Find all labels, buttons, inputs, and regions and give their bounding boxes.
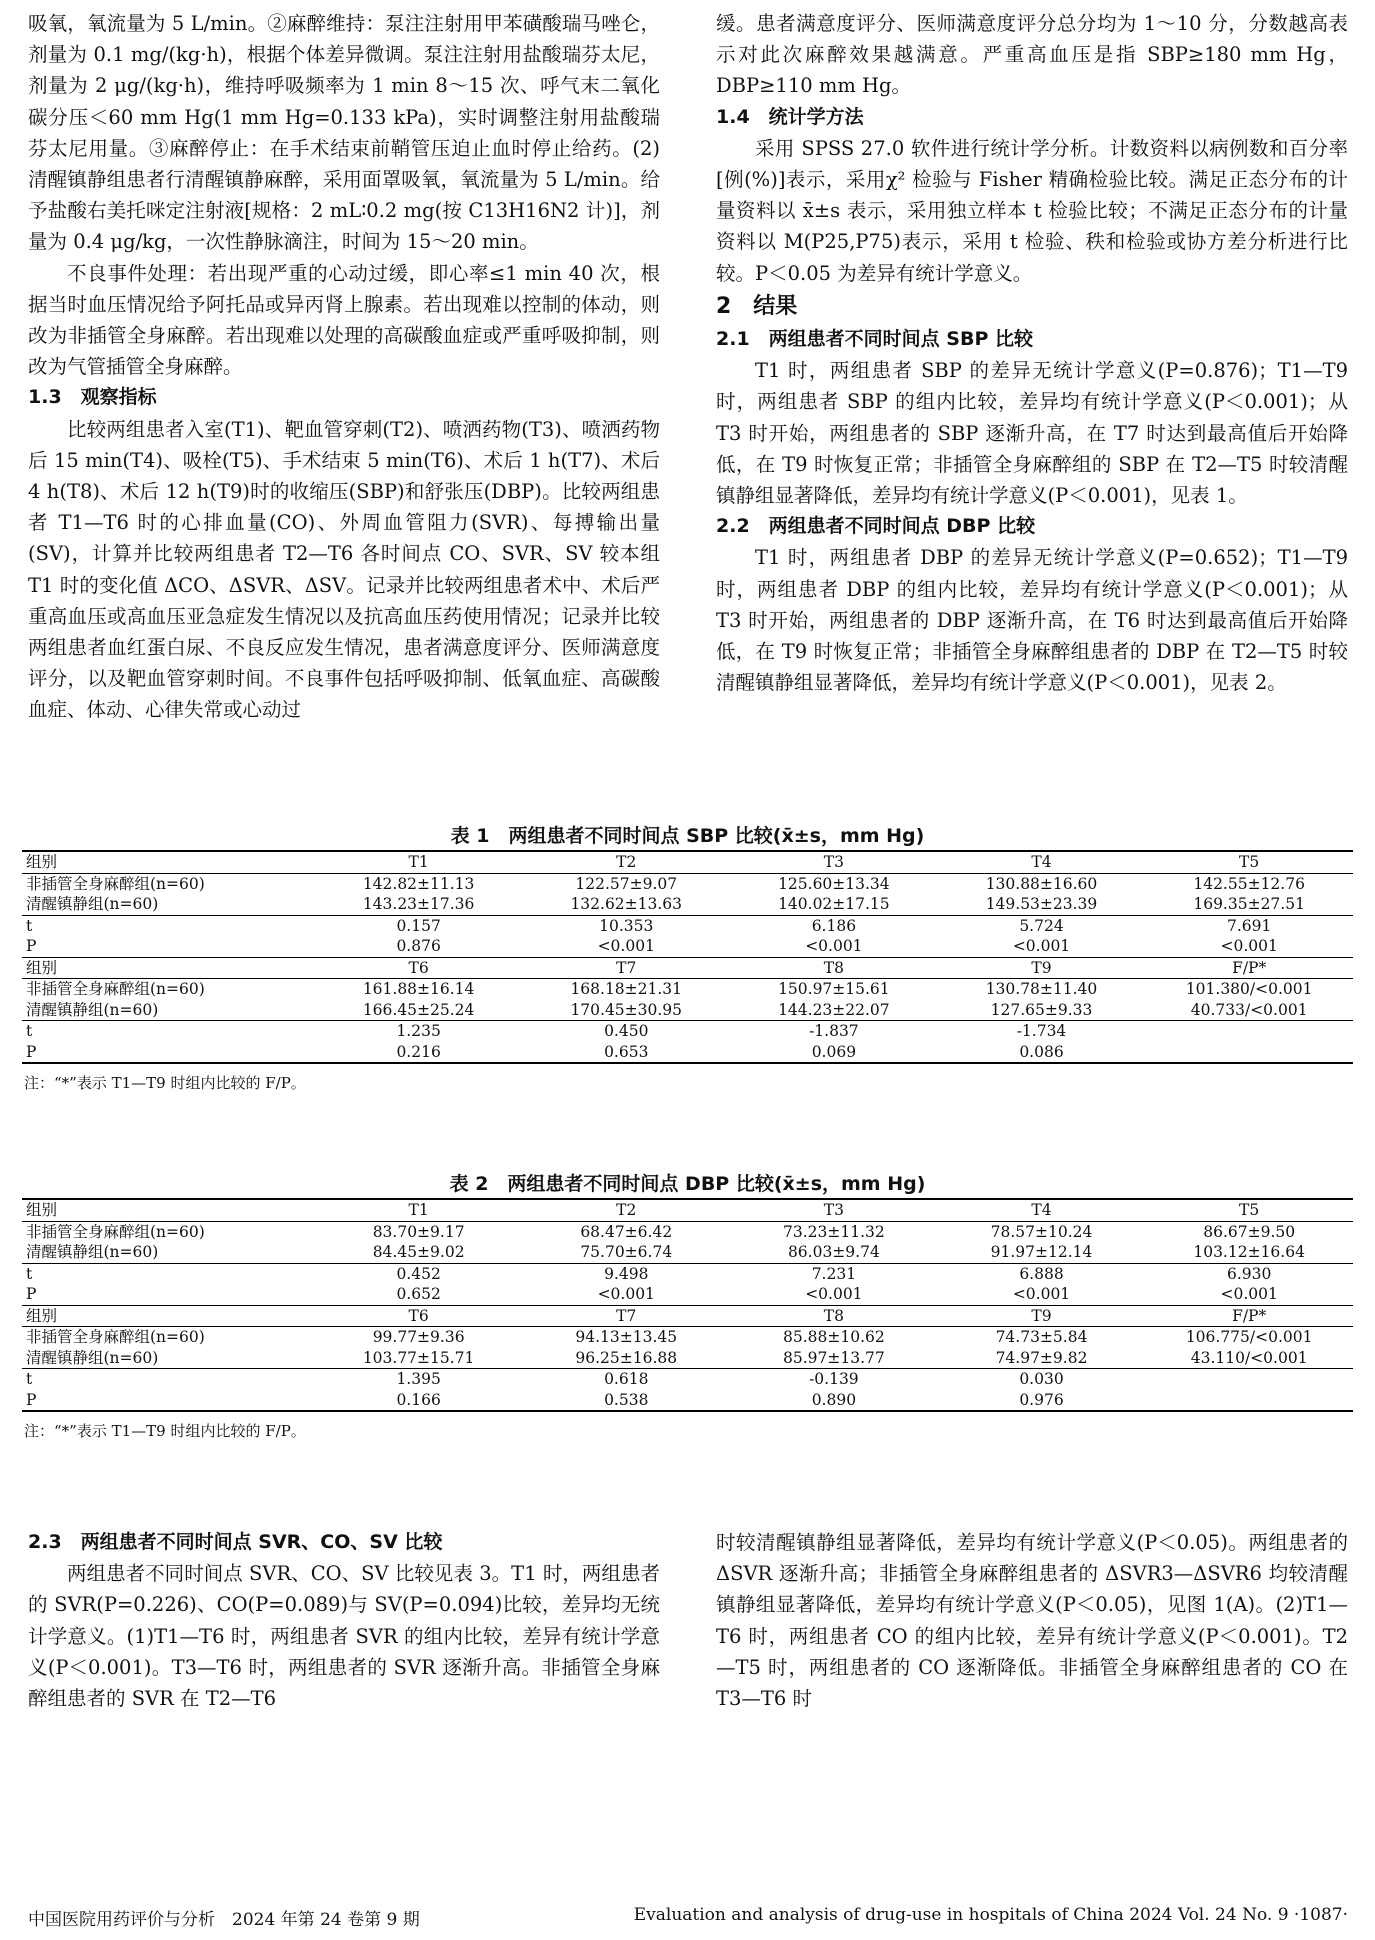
- table-cell: 1.235: [315, 1021, 523, 1042]
- table-row: [22, 936, 1353, 957]
- table-row: [22, 1263, 1353, 1284]
- table-cell: 84.45±9.02: [372, 1243, 465, 1261]
- section-heading: 2.1 两组患者不同时间点 SBP 比较: [716, 328, 1033, 351]
- table-cell: 非插管全身麻醉组(n=60): [22, 979, 315, 1000]
- table-cell: T6: [315, 1305, 523, 1327]
- table-cell: 组别: [22, 957, 315, 979]
- table-cell: 组别: [22, 1305, 315, 1327]
- table-cell: 103.77±15.71: [362, 1348, 475, 1367]
- table-cell: <0.001: [1220, 937, 1278, 955]
- table-cell: T2: [522, 851, 730, 873]
- table-cell: 0.538: [522, 1390, 730, 1412]
- section-heading: 1.3 观察指标: [28, 386, 157, 409]
- paragraph: 吸氧，氧流量为 5 L/min。②麻醉维持：泵注注射用甲苯磺酸瑞马唑仑，剂量为 0.1 mg/(kg·h)，根据个体差异微调。泵注注射用盐酸瑞芬太尼，剂量为 2 μg/(kg·h)，维持呼吸频率为 1 min 8～15 次、呼气末二氧化碳分压＜60 mm Hg(1 mm Hg=0.133 kPa)，实时调整注射用盐酸瑞芬太尼用量。③麻醉停止：在手术结束前鞘管压迫止血时停止给药。(2)清醒镇静组患者行清醒镇静麻醉，采用面罩吸氧，氧流量为 5 L/min。给予盐酸右美托咪定注射液[规格：2 mL∶0.2 mg(按 C13H16N2 计)]，剂量为 0.4 μg/kg，一次性静脉滴注，时间为 15～20 min。: [28, 12, 660, 254]
- paragraph: 不良事件处理：若出现严重的心动过缓，即心率≤1 min 40 次，根据当时血压情况给予阿托品或异丙肾上腺素。若出现难以控制的体动，则改为非插管全身麻醉。若出现难以处理的高碳酸血症或严重呼吸抑制，则改为气管插管全身麻醉。: [28, 261, 660, 379]
- table-cell: P: [26, 937, 37, 955]
- table-cell: 170.45±30.95: [570, 1000, 683, 1019]
- table-cell: P: [22, 1390, 315, 1412]
- table-cell: 非插管全身麻醉组(n=60): [22, 1327, 315, 1348]
- table-cell: 9.498: [522, 1263, 730, 1284]
- table-cell: 94.13±13.45: [522, 1327, 730, 1348]
- paragraph: T1 时，两组患者 DBP 的差异无统计学意义(P=0.652)；T1—T9 时，两组患者 DBP 的组内比较，差异均有统计学意义(P＜0.001)；从 T3 时开始，两组患者的 DBP 逐渐升高，在 T6 时达到最高值后开始降低，在 T9 时恢复正常；非插管全身麻醉组患者的 DBP 在 T2—T5 时较清醒镇静组显著降低，差异均有统计学意义(P＜0.001)，见表 2。: [716, 546, 1348, 695]
- table-cell: 43.110/<0.001: [1190, 1348, 1308, 1367]
- left-column: [28, 8, 660, 726]
- table-cell: 组别: [22, 1199, 315, 1221]
- table-cell: 106.775/<0.001: [1145, 1327, 1353, 1348]
- table-cell: T4: [938, 851, 1146, 873]
- paragraph: T1 时，两组患者 SBP 的差异无统计学意义(P=0.876)；T1—T9 时，两组患者 SBP 的组内比较，差异均有统计学意义(P＜0.001)；从 T3 时开始，两组患者的 SBP 逐渐升高，在 T7 时达到最高值后开始降低，在 T9 时恢复正常；非插管全身麻醉组的 SBP 在 T2—T5 时较清醒镇静组显著降低，差异均有统计学意义(P＜0.001)，见表 1。: [716, 359, 1348, 508]
- journal-name-cn: 中国医院用药评价与分析 2024 年第 24 卷第 9 期: [28, 1910, 420, 1930]
- right-column-bottom: [716, 1527, 1348, 1714]
- paragraph: 采用 SPSS 27.0 软件进行统计学分析。计数资料以病例数和百分率[例(%)]表示，采用χ² 检验与 Fisher 精确检验比较。满足正态分布的计量资料以 x̄±s 表示，采用独立样本 t 检验比较；不满足正态分布的计量资料以 M(P25,P75)表示，采用 t 检验、秩和检验或协方差分析进行比较。P＜0.05 为差异有统计学意义。: [716, 136, 1348, 285]
- table-caption: 表 2 两组患者不同时间点 DBP 比较(x̄±s，mm Hg): [449, 1173, 926, 1195]
- table-row: [22, 915, 1353, 936]
- table-row: [22, 1369, 1353, 1390]
- table-cell: T4: [938, 1199, 1146, 1221]
- table-cell: t: [22, 1263, 315, 1284]
- table-cell: 83.70±9.17: [315, 1221, 523, 1242]
- table-cell: 非插管全身麻醉组(n=60): [22, 873, 315, 894]
- table-cell: 149.53±23.39: [985, 895, 1098, 913]
- table-cell: T7: [522, 957, 730, 979]
- table-cell: T5: [1145, 1199, 1353, 1221]
- sbp-table: [22, 850, 1353, 1064]
- table-cell: -0.139: [730, 1369, 938, 1390]
- table-cell: <0.001: [1220, 1285, 1278, 1303]
- table-row: [22, 1042, 1353, 1064]
- table-cell: 169.35±27.51: [1193, 895, 1305, 913]
- table-cell: 清醒镇静组(n=60): [26, 1348, 159, 1367]
- table-cell: t: [22, 1369, 315, 1390]
- paragraph: 缓。患者满意度评分、医师满意度评分总分均为 1～10 分，分数越高表示对此次麻醉效果越满意。严重高血压是指 SBP≥180 mm Hg，DBP≥110 mm Hg。: [716, 12, 1348, 98]
- table-cell: 0.166: [315, 1390, 523, 1412]
- table-cell: 144.23±22.07: [778, 1000, 890, 1019]
- table-row: [22, 1021, 1353, 1042]
- dbp-table: [22, 1198, 1353, 1412]
- table-row: [22, 1221, 1353, 1242]
- table-row: [22, 1199, 1353, 1221]
- table-cell: 86.67±9.50: [1145, 1221, 1353, 1242]
- table-cell: 0.976: [938, 1390, 1146, 1412]
- table-cell: 0.069: [730, 1042, 938, 1064]
- table-cell: 91.97±12.14: [990, 1243, 1093, 1261]
- table-caption: 表 1 两组患者不同时间点 SBP 比较(x̄±s，mm Hg): [450, 825, 925, 847]
- table-cell: 1.395: [315, 1369, 523, 1390]
- table-cell: 130.88±16.60: [938, 873, 1146, 894]
- table-cell: T1: [315, 1199, 523, 1221]
- table-cell: 168.18±21.31: [522, 979, 730, 1000]
- table-row: [22, 1242, 1353, 1263]
- table-cell: 0.652: [396, 1285, 441, 1303]
- left-column-bottom: [28, 1527, 660, 1714]
- table-cell: 161.88±16.14: [315, 979, 523, 1000]
- table-cell: 0.030: [938, 1369, 1146, 1390]
- section-heading: 2.3 两组患者不同时间点 SVR、CO、SV 比较: [28, 1531, 443, 1553]
- table-cell: 10.353: [522, 915, 730, 936]
- table-cell: [1145, 1021, 1353, 1042]
- table-cell: <0.001: [1012, 1285, 1071, 1303]
- journal-name-en: Evaluation and analysis of drug-use in hospitals of China 2024 Vol. 24 No. 9 ·1087·: [633, 1905, 1348, 1925]
- section-heading: 2 结果: [716, 293, 798, 319]
- table-cell: 150.97±15.61: [730, 979, 938, 1000]
- table-note: 注：“*”表示 T1—T9 时组内比较的 F/P。: [24, 1422, 306, 1440]
- table-cell: [1145, 1369, 1353, 1390]
- table-cell: 6.888: [938, 1263, 1146, 1284]
- table-cell: 0.876: [396, 937, 441, 955]
- table-cell: P: [26, 1285, 37, 1303]
- table-cell: T7: [522, 1305, 730, 1327]
- table-cell: T2: [522, 1199, 730, 1221]
- table-cell: -1.837: [730, 1021, 938, 1042]
- table-cell: 清醒镇静组(n=60): [26, 1000, 159, 1019]
- table-cell: 0.216: [315, 1042, 523, 1064]
- table-cell: 6.186: [730, 915, 938, 936]
- table-row: [22, 894, 1353, 915]
- table-cell: 142.55±12.76: [1145, 873, 1353, 894]
- table-cell: 68.47±6.42: [522, 1221, 730, 1242]
- table-cell: 74.73±5.84: [938, 1327, 1146, 1348]
- table-cell: T8: [730, 957, 938, 979]
- table-cell: F/P*: [1145, 1305, 1353, 1327]
- table-row: [22, 957, 1353, 979]
- table-cell: 清醒镇静组(n=60): [26, 1243, 159, 1261]
- table-cell: 103.12±16.64: [1193, 1243, 1305, 1261]
- table-cell: 130.78±11.40: [938, 979, 1146, 1000]
- table-cell: 96.25±16.88: [575, 1348, 678, 1367]
- table-cell: 0.653: [522, 1042, 730, 1064]
- table-cell: P: [22, 1042, 315, 1064]
- table-cell: T6: [315, 957, 523, 979]
- table-cell: 清醒镇静组(n=60): [26, 895, 159, 913]
- paragraph: 时较清醒镇静组显著降低，差异均有统计学意义(P＜0.05)。两组患者的 ΔSVR 逐渐升高；非插管全身麻醉组患者的 ΔSVR3—ΔSVR6 均较清醒镇静组显著降低，差异均有统计学意义(P＜0.05)，见图 1(A)。(2)T1—T6 时，两组患者 CO 的组内比较，差异有统计学意义(P＜0.001)。T2—T5 时，两组患者的 CO 逐渐降低。非插管全身麻醉组患者的 CO 在 T3—T6 时: [716, 1531, 1348, 1711]
- table-cell: T5: [1145, 851, 1353, 873]
- table-cell: 74.97±9.82: [995, 1348, 1088, 1367]
- section-heading: 1.4 统计学方法: [716, 105, 864, 128]
- table-cell: 组别: [22, 851, 315, 873]
- table-cell: T1: [315, 851, 523, 873]
- table-cell: 122.57±9.07: [522, 873, 730, 894]
- paragraph: 比较两组患者入室(T1)、靶血管穿刺(T2)、喷洒药物(T3)、喷洒药物后 15 min(T4)、吸栓(T5)、手术结束 5 min(T6)、术后 1 h(T7)、术后 4 h(T8)、术后 12 h(T9)时的收缩压(SBP)和舒张压(DBP)。比较两组患者 T1—T6 时的心排血量(CO)、外周血管阻力(SVR)、每搏输出量(SV)，计算并比较两组患者 T2—T6 各时间点 CO、SVR、SV 较本组 T1 时的变化值 ΔCO、ΔSVR、ΔSV。记录并比较两组患者术中、术后严重高血压或高血压亚急症发生情况以及抗高血压药使用情况；记录并比较两组患者血红蛋白尿、不良反应发生情况，患者满意度评分、医师满意度评分，以及靶血管穿刺时间。不良事件包括呼吸抑制、低氧血症、高碳酸血症、体动、心律失常或心动过: [28, 417, 660, 722]
- table-cell: T3: [730, 851, 938, 873]
- table-cell: 7.231: [730, 1263, 938, 1284]
- table-cell: 86.03±9.74: [787, 1243, 880, 1261]
- table-cell: 140.02±17.15: [778, 895, 890, 913]
- table-note: 注：“*”表示 T1—T9 时组内比较的 F/P。: [24, 1074, 306, 1092]
- table-cell: F/P*: [1145, 957, 1353, 979]
- table-cell: 143.23±17.36: [362, 895, 475, 913]
- table-cell: 101.380/<0.001: [1145, 979, 1353, 1000]
- table-cell: 125.60±13.34: [730, 873, 938, 894]
- table-cell: <0.001: [805, 937, 863, 955]
- table-cell: 99.77±9.36: [315, 1327, 523, 1348]
- table-cell: [1145, 1390, 1353, 1412]
- table-cell: 166.45±25.24: [362, 1000, 475, 1019]
- table-cell: 127.65±9.33: [990, 1000, 1093, 1019]
- table-cell: T9: [938, 957, 1146, 979]
- table-cell: 0.452: [315, 1263, 523, 1284]
- section-heading: 2.2 两组患者不同时间点 DBP 比较: [716, 515, 1036, 538]
- table-row: [22, 851, 1353, 873]
- table-cell: 0.086: [938, 1042, 1146, 1064]
- table-row: [22, 979, 1353, 1000]
- table-row: [22, 1284, 1353, 1305]
- table-cell: T3: [730, 1199, 938, 1221]
- table-row: [22, 873, 1353, 894]
- table-cell: <0.001: [1012, 937, 1071, 955]
- table-2: [22, 1170, 1353, 1442]
- right-column: [716, 8, 1348, 698]
- table-row: [22, 1305, 1353, 1327]
- table-cell: 0.450: [522, 1021, 730, 1042]
- table-row: [22, 1348, 1353, 1369]
- table-cell: <0.001: [805, 1285, 863, 1303]
- table-cell: 40.733/<0.001: [1190, 1000, 1308, 1019]
- table-row: [22, 1000, 1353, 1021]
- table-cell: 5.724: [938, 915, 1146, 936]
- table-cell: 78.57±10.24: [938, 1221, 1146, 1242]
- table-cell: 75.70±6.74: [580, 1243, 673, 1261]
- table-cell: [1145, 1042, 1353, 1064]
- table-cell: T8: [730, 1305, 938, 1327]
- table-cell: <0.001: [597, 1285, 655, 1303]
- table-cell: <0.001: [597, 937, 655, 955]
- table-cell: t: [22, 915, 315, 936]
- paragraph: 两组患者不同时间点 SVR、CO、SV 比较见表 3。T1 时，两组患者的 SVR(P=0.226)、CO(P=0.089)与 SV(P=0.094)比较，差异均无统计学意义。(1)T1—T6 时，两组患者 SVR 的组内比较，差异有统计学意义(P＜0.001)。T3—T6 时，两组患者的 SVR 逐渐升高。非插管全身麻醉组患者的 SVR 在 T2—T6: [28, 1562, 660, 1711]
- table-1: [22, 822, 1353, 1094]
- table-cell: 85.97±13.77: [783, 1348, 885, 1367]
- table-cell: 0.157: [315, 915, 523, 936]
- table-cell: T9: [938, 1305, 1146, 1327]
- table-cell: 非插管全身麻醉组(n=60): [22, 1221, 315, 1242]
- table-cell: -1.734: [938, 1021, 1146, 1042]
- table-cell: 85.88±10.62: [730, 1327, 938, 1348]
- table-cell: 7.691: [1145, 915, 1353, 936]
- table-cell: 6.930: [1145, 1263, 1353, 1284]
- table-cell: 0.618: [522, 1369, 730, 1390]
- table-cell: t: [22, 1021, 315, 1042]
- table-row: [22, 1327, 1353, 1348]
- table-cell: 73.23±11.32: [730, 1221, 938, 1242]
- table-cell: 142.82±11.13: [315, 873, 523, 894]
- table-row: [22, 1390, 1353, 1412]
- table-cell: 132.62±13.63: [570, 895, 683, 913]
- table-cell: 0.890: [730, 1390, 938, 1412]
